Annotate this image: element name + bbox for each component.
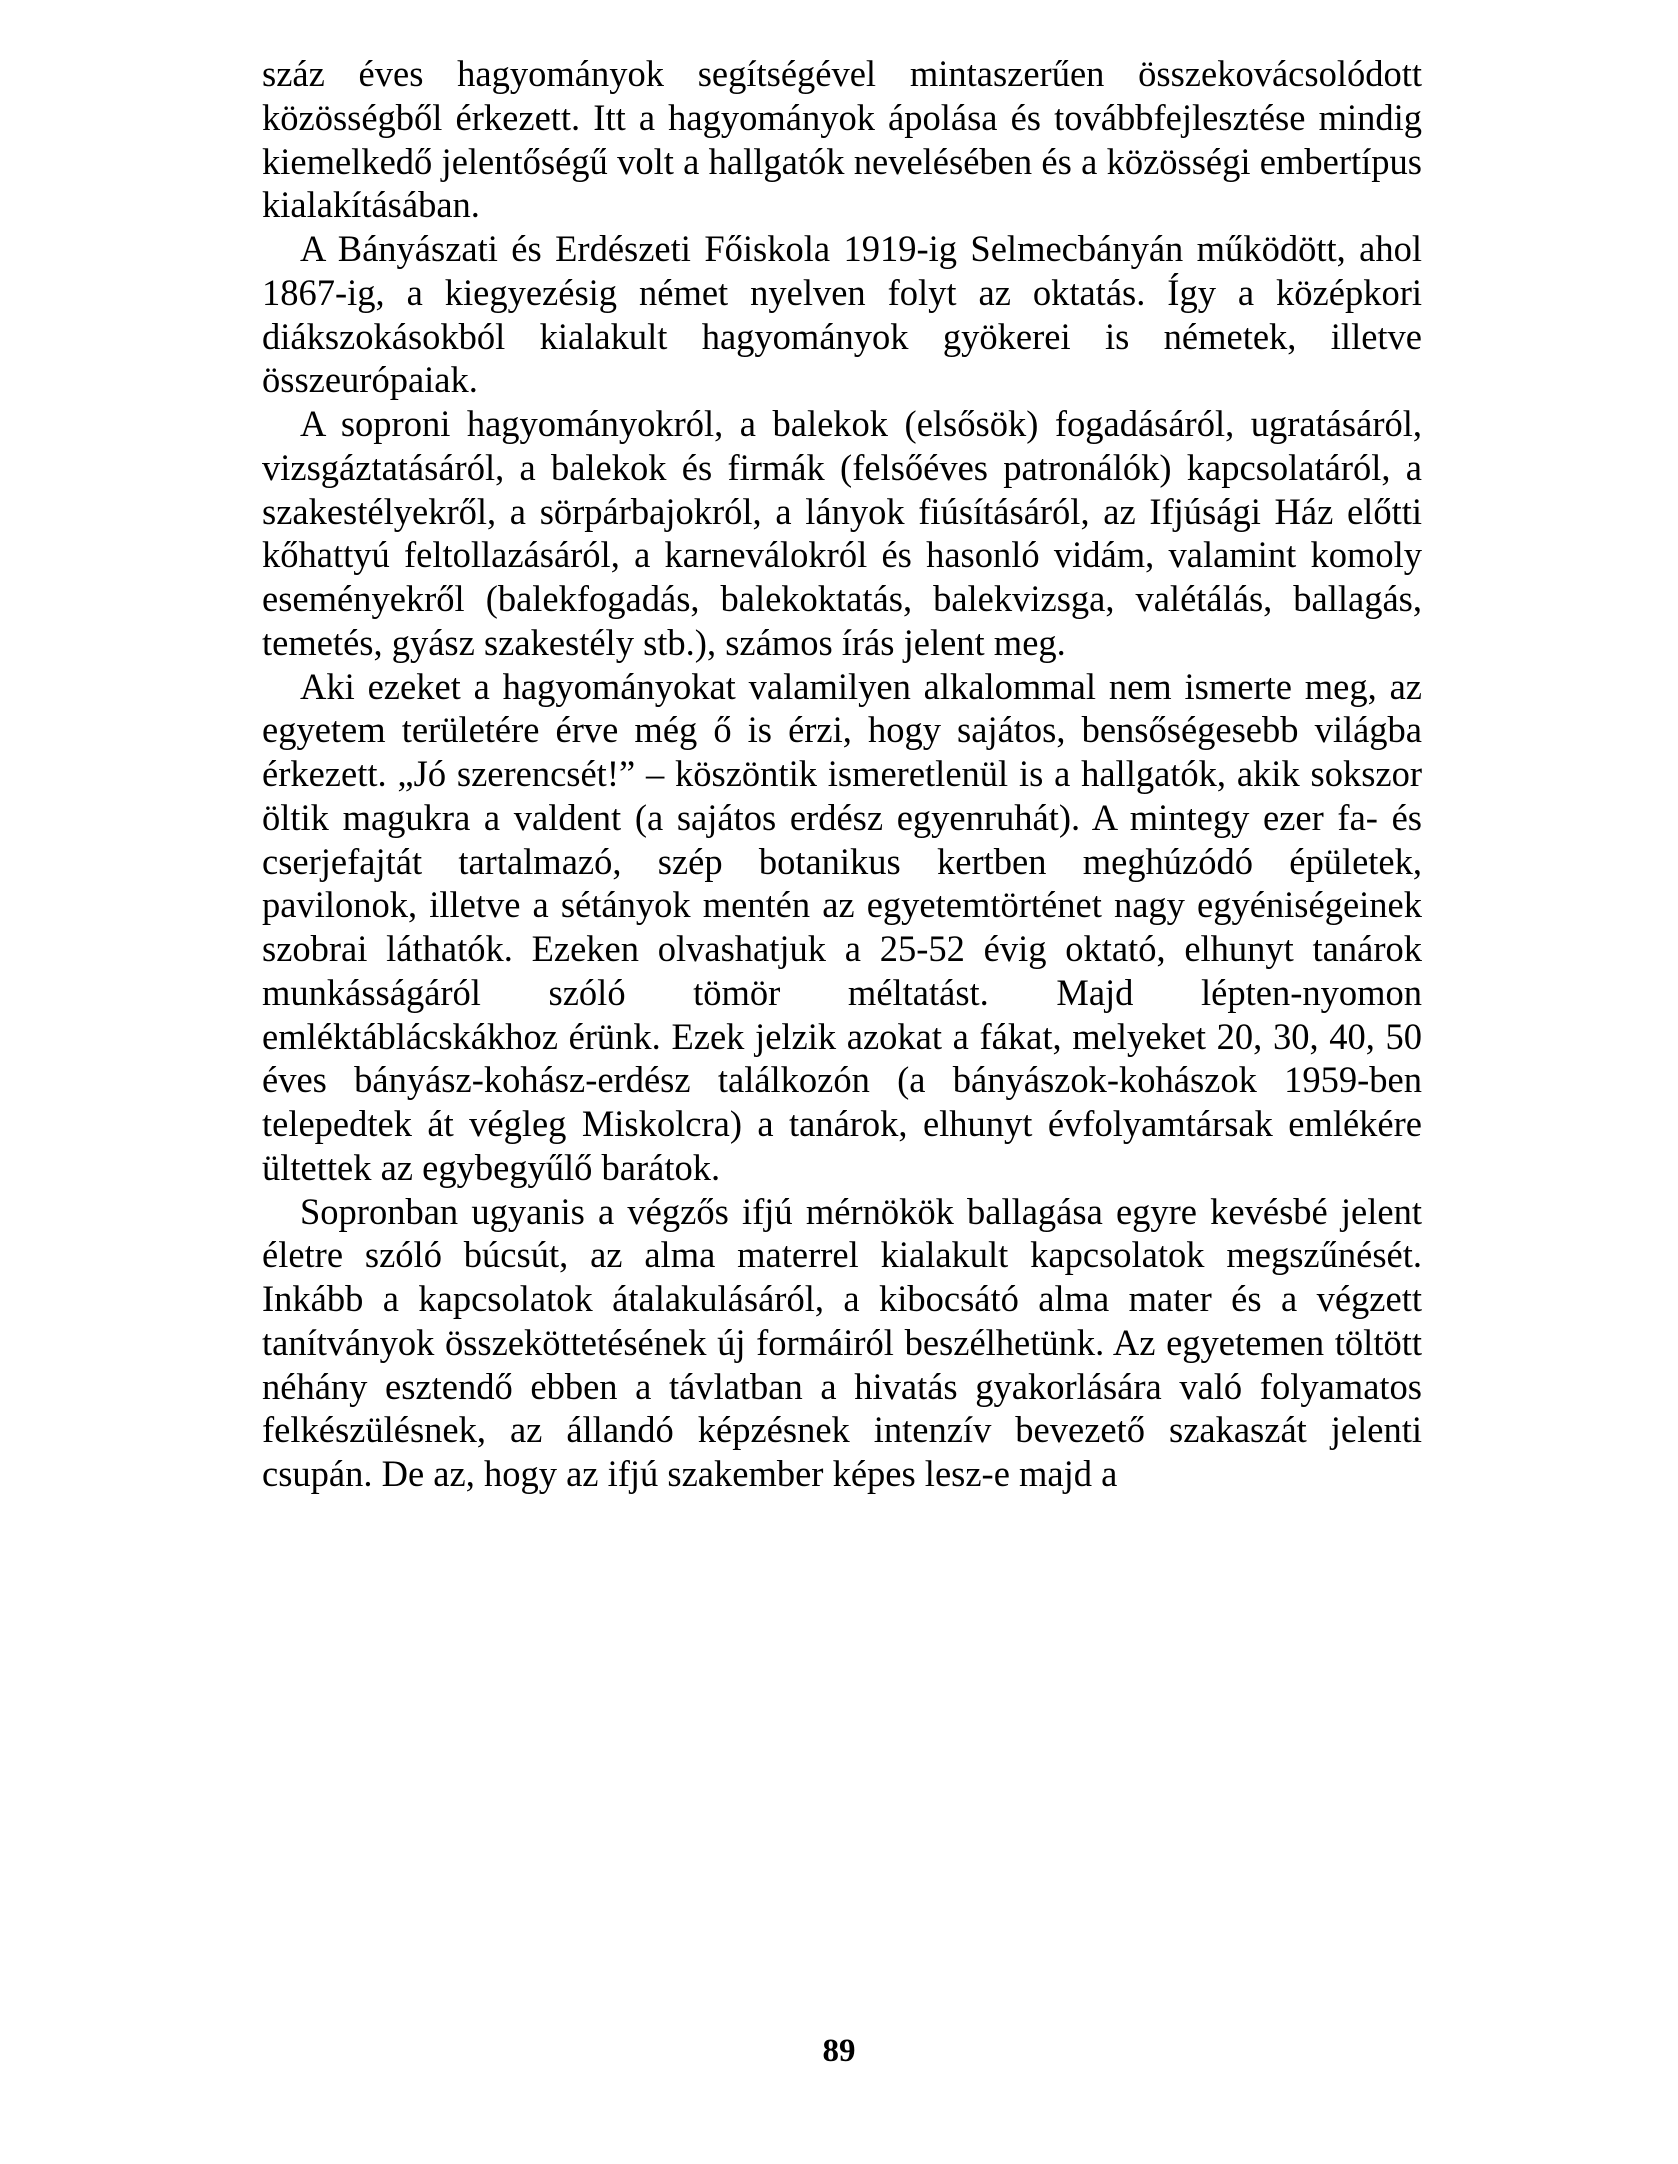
paragraph-continuation: száz éves hagyományok segítségével mintaszerűen összekovácsolódott közösségből érkezett. Itt a hagyományok ápolása és továbbfejlesztése mindig kiemelkedő jelentőségű volt a hallgatók nevelésében és a közösségi embertípus kialakításában. bbox=[262, 53, 1422, 226]
paragraph-aki-ezeket: Aki ezeket a hagyományokat valamilyen alkalommal nem ismerte meg, az egyetem területére érve még ő is érzi, hogy sajátos, bensőségesebb világba érkezett. „Jó szerencsét!” – köszöntik ismeretlenül is a hallgatók, akik sokszor öltik magukra a valdent (a sajátos erdész egyenruhát). A mintegy ezer fa- és cserjefajtát tartalmazó, szép botanikus kertben meghúzódó épületek, pavilonok, illetve a sétányok mentén az egyetemtörténet nagy egyéniségeinek szobrai láthatók. Ezeken olvashatjuk a 25-52 évig oktató, elhunyt tanárok munkásságáról szóló tömör méltatást. Majd lépten-nyomon emléktáblácskákhoz érünk. Ezek jelzik azokat a fákat, melyeket 20, 30, 40, 50 éves bányász-kohász-erdész találkozón (a bányászok-kohászok 1959-ben telepedtek át végleg Miskolcra) a tanárok, elhunyt évfolyamtársak emlékére ültettek az egybegyűlő barátok. bbox=[262, 665, 1422, 1188]
paragraph-sopronban: Sopronban ugyanis a végzős ifjú mérnökök ballagása egyre kevésbé jelent életre szóló búcsút, az alma materrel kialakult kapcsolatok megszűnését. Inkább a kapcsolatok átalakulásáról, a kibocsátó alma mater és a végzett tanítványok összeköttetésének új formáiról beszélhetünk. Az egyetemen töltött néhány esztendő ebben a távlatban a hivatás gyakorlására való folyamatos felkészülésnek, az állandó képzésnek intenzív bevezető szakaszát jelenti csupán. De az, hogy az ifjú szakember képes lesz-e majd a bbox=[262, 1190, 1422, 1494]
page-body bbox=[262, 52, 1422, 1496]
page-number: 89 bbox=[822, 2033, 856, 2069]
paragraph-banyaszati-foiskola: A Bányászati és Erdészeti Főiskola 1919-ig Selmecbányán működött, ahol 1867-ig, a kiegyezésig német nyelven folyt az oktatás. Így a középkori diákszokásokból kialakult hagyományok gyökerei is németek, illetve összeurópaiak. bbox=[262, 228, 1422, 401]
paragraph-soproni-hagyomanyok: A soproni hagyományokról, a balekok (elsősök) fogadásáról, ugratásáról, vizsgáztatásáról, a balekok és firmák (felsőéves patronálók) kapcsolatáról, a szakestélyekről, a sörpárbajokról, a lányok fiúsításáról, az Ifjúsági Ház előtti kőhattyú feltollazásáról, a karneválokról és hasonló vidám, valamint komoly eseményekről (balekfogadás, balekoktatás, balekvizsga, valétálás, ballagás, temetés, gyász szakestély stb.), számos írás jelent meg. bbox=[262, 403, 1422, 663]
